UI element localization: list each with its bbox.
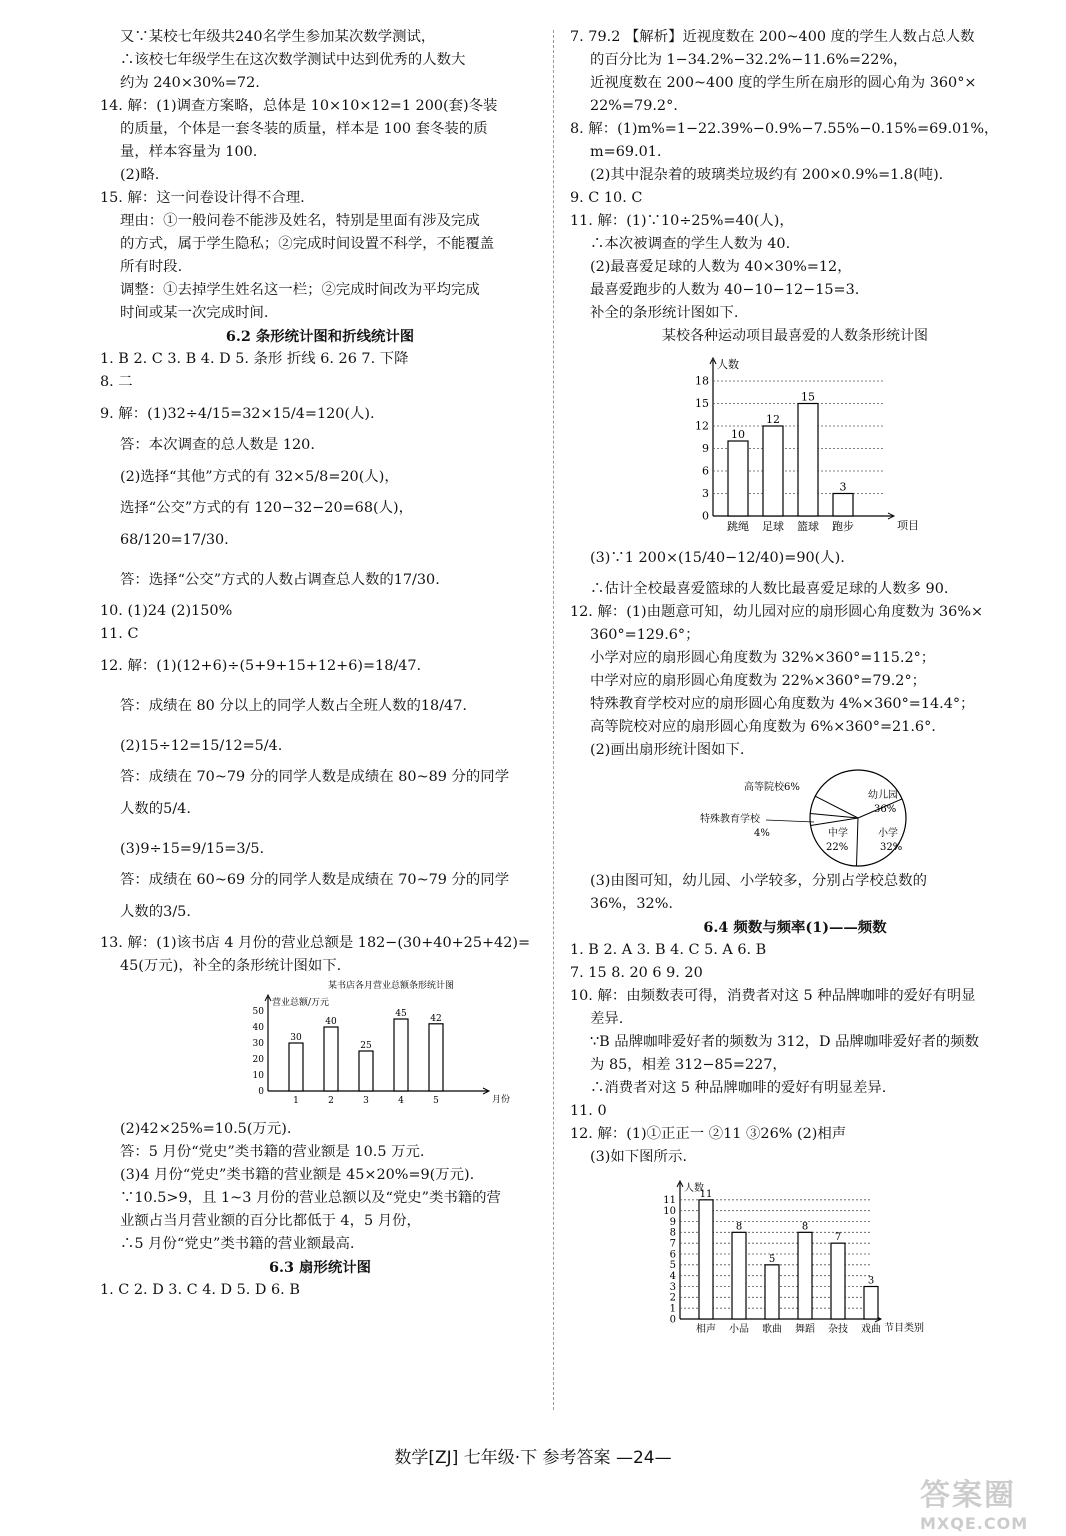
y-tick-label: 40	[252, 1023, 264, 1033]
text-line: 所有时段.	[120, 259, 183, 275]
sports-chart-title: 某校各种运动项目最喜爱的人数条形统计图	[662, 328, 928, 344]
pie-label: 幼儿园	[868, 790, 898, 801]
x-tick-label: 3	[363, 1096, 369, 1106]
pie-label: 高等院校6%	[744, 782, 800, 793]
text-line: 又∵某校七年级共240名学生参加某次数学测试，	[120, 29, 436, 45]
bar-value-label: 12	[766, 413, 780, 426]
x-tick-label: 足球	[762, 520, 784, 533]
y-tick-label: 6	[669, 1249, 676, 1261]
left-column	[100, 26, 540, 1302]
x-tick-label: 跑步	[832, 520, 854, 533]
text-line: 答：成绩在 70~79 分的同学人数是成绩在 80~89 分的同学	[120, 769, 510, 785]
pie-label: 中学	[828, 828, 848, 839]
text-line: 差异.	[590, 1011, 624, 1027]
text-line: 的质量，个体是一套冬装的质量，样本是 100 套冬装的质	[120, 121, 488, 137]
answer-8: 8. 解：(1)m%=1−22.39%−0.9%−7.55%−0.15%=69.01%，	[570, 121, 999, 137]
x-tick-label: 跳绳	[727, 520, 749, 533]
x-axis-label: 月份	[492, 1095, 511, 1105]
text-line: 补全的条形统计图如下.	[590, 305, 739, 321]
y-tick-label: 9	[669, 1216, 676, 1228]
x-tick-label: 5	[433, 1096, 439, 1106]
text-line: 小学对应的扇形圆心角度数为 32%×360°=115.2°；	[590, 650, 936, 666]
text-line: 高等院校对应的扇形圆心角度数为 6%×360°=21.6°.	[590, 719, 936, 735]
answer-11: 11. 解：(1)∵10÷25%=40(人)，	[570, 213, 794, 229]
pie-label: 小学	[878, 828, 898, 839]
pie-label: 32%	[880, 842, 903, 853]
text-line: (2)15÷12=15/12=5/4.	[120, 738, 283, 754]
text-line: 答：选择“公交”方式的人数占调查总人数的17/30.	[120, 572, 440, 588]
bar-value-label: 30	[290, 1033, 302, 1043]
text-line: (3)由图可知，幼儿园、小学较多，分别占学校总数的	[590, 873, 927, 889]
text-line: ∴消费者对这 5 种品牌咖啡的爱好有明显差异.	[590, 1080, 887, 1096]
x-tick-label: 4	[398, 1096, 404, 1106]
bar-value-label: 3	[839, 480, 847, 494]
text-line: 最喜爱跑步的人数为 40−10−12−15=3.	[590, 282, 860, 298]
text-line: m=69.01.	[590, 144, 662, 160]
text-line: 近视度数在 200~400 度的学生所在扇形的圆心角为 360°×	[590, 75, 977, 91]
watermark-url: MXQE.COM	[920, 1514, 1029, 1533]
text-line: 答：成绩在 80 分以上的同学人数占全班人数的18/47.	[120, 698, 467, 714]
y-tick-label: 30	[252, 1039, 264, 1049]
text-line: (3)9÷15=9/15=3/5.	[120, 841, 265, 857]
y-tick-label: 4	[669, 1271, 676, 1282]
y-tick-label: 6	[702, 464, 709, 478]
pie-label: 22%	[826, 842, 849, 853]
bar-value-label: 25	[360, 1041, 372, 1051]
answer-8: 8. 二	[100, 374, 133, 390]
program-bar-chart	[570, 1169, 1020, 1339]
y-tick-label: 50	[252, 1007, 264, 1017]
bar-value-label: 3	[867, 1275, 875, 1287]
y-tick-label: 9	[702, 442, 709, 456]
x-tick-label: 1	[293, 1096, 299, 1106]
right-column	[570, 26, 1020, 1339]
bar	[728, 441, 748, 516]
text-line: 36%，32%.	[590, 896, 673, 912]
text-line: (3)如下图所示.	[590, 1149, 687, 1165]
bar	[699, 1200, 713, 1319]
answer-11: 11. 0	[570, 1103, 607, 1119]
bar	[394, 1019, 408, 1091]
section-title-6-3: 6.3 扇形统计图	[269, 1259, 371, 1276]
text-line: (2)选择“其他”方式的有 32×5/8=20(人)，	[120, 469, 399, 485]
answer-11: 11. C	[100, 626, 139, 642]
text-line: 时间或某一次完成时间.	[120, 305, 269, 321]
bar	[429, 1024, 443, 1091]
page-footer: 数学[ZJ] 七年级·下 参考答案 —24—	[394, 1448, 672, 1468]
answer-12: 12. 解：(1)由题意可知，幼儿园对应的扇形圆心角度数为 36%×	[570, 604, 984, 620]
y-tick-label: 0	[258, 1087, 264, 1097]
school-pie-figure	[570, 762, 1020, 870]
answer-12: 12. 解：(1)①正正一 ②11 ③26% (2)相声	[570, 1126, 847, 1142]
bar	[864, 1287, 878, 1320]
sports-chart-figure	[570, 348, 1020, 538]
x-tick-label: 舞蹈	[795, 1324, 815, 1335]
text-line: ∴该校七年级学生在这次数学测试中达到优秀的人数大	[120, 52, 466, 68]
y-tick-label: 8	[669, 1227, 676, 1239]
y-tick-label: 3	[702, 487, 709, 501]
pie-label: 特殊教育学校	[700, 814, 760, 825]
answer-14: 14. 解：(1)调查方案略，总体是 10×10×12=1 200(套)冬装	[100, 98, 498, 114]
answers-6-4-b: 7. 15 8. 20 6 9. 20	[570, 965, 703, 981]
y-tick-label: 12	[695, 419, 709, 433]
text-line: (3)∵1 200×(15/40−12/40)=90(人).	[590, 550, 845, 566]
x-tick-label: 歌曲	[762, 1324, 782, 1335]
text-line: (2)其中混杂着的玻璃类垃圾约有 200×0.9%=1.8(吨).	[590, 167, 944, 183]
answer-7: 7. 79.2 【解析】近视度数在 200~400 度的学生人数占总人数	[570, 29, 975, 45]
text-line: ∴5 月份“党史”类书籍的营业额最高.	[120, 1236, 355, 1252]
watermark-logo	[920, 1470, 1060, 1533]
school-pie-chart	[570, 762, 1020, 870]
y-tick-label: 10	[252, 1071, 264, 1081]
bar	[831, 1243, 845, 1319]
bar-value-label: 5	[768, 1253, 776, 1265]
text-line: 答：5 月份“党史”类书籍的营业额是 10.5 万元.	[120, 1144, 425, 1160]
y-tick-label: 18	[695, 374, 709, 388]
x-axis-label: 节目类别	[884, 1323, 924, 1334]
text-line: 量，样本容量为 100.	[120, 144, 258, 160]
bar-value-label: 42	[430, 1013, 442, 1024]
bar-value-label: 45	[395, 1009, 407, 1019]
text-line: ∵10.5>9，且 1~3 月份的营业总额以及“党史”类书籍的营	[120, 1190, 501, 1206]
x-tick-label: 戏曲	[861, 1324, 881, 1335]
text-line: (2)42×25%=10.5(万元).	[120, 1121, 292, 1137]
answers-6-2: 1. B 2. C 3. B 4. D 5. 条形 折线 6. 26 7. 下降	[100, 351, 409, 367]
text-line: (3)4 月份“党史”类书籍的营业额是 45×20%=9(万元).	[120, 1167, 475, 1183]
text-line: 的方式，属于学生隐私；②完成时间设置不科学，不能覆盖	[120, 236, 495, 252]
bar	[732, 1232, 746, 1319]
y-tick-label: 20	[252, 1055, 264, 1065]
bar	[798, 404, 818, 517]
x-tick-label: 2	[328, 1096, 334, 1106]
section-title-6-4: 6.4 频数与频率(1)——频数	[703, 919, 887, 936]
text-line: 答：成绩在 60~69 分的同学人数是成绩在 70~79 分的同学	[120, 872, 510, 888]
y-tick-label: 5	[669, 1260, 676, 1272]
program-chart-figure	[570, 1169, 1020, 1339]
chart-title: 某书店各月营业总额条形统计图	[328, 981, 455, 991]
x-tick-label: 篮球	[797, 520, 819, 533]
y-tick-label: 15	[695, 397, 709, 411]
text-line: 68/120=17/30.	[120, 532, 229, 548]
x-axis-label: 项目	[897, 519, 919, 532]
pie-leader-line	[766, 820, 814, 822]
y-axis-label: 营业总额/万元	[272, 998, 330, 1008]
answer-15: 15. 解：这一问卷设计得不合理.	[100, 190, 305, 206]
answer-13: 13. 解：(1)该书店 4 月份的营业总额是 182−(30+40+25+42)=	[100, 935, 531, 951]
text-line: 调整：①去掉学生姓名这一栏；②完成时间改为平均完成	[120, 282, 480, 298]
y-axis-label: 人数	[684, 1183, 704, 1194]
y-tick-label: 11	[663, 1195, 676, 1207]
text-line: (2)略.	[120, 167, 160, 183]
y-tick-label: 0	[702, 509, 709, 523]
answers-6-4-a: 1. B 2. A 3. B 4. C 5. A 6. B	[570, 942, 767, 958]
bar-value-label: 8	[801, 1221, 809, 1233]
pie-label: 4%	[754, 828, 770, 839]
bar	[359, 1051, 373, 1091]
x-tick-label: 相声	[696, 1324, 716, 1335]
bar-value-label: 8	[735, 1221, 743, 1233]
bar	[833, 494, 853, 517]
x-tick-label: 小品	[729, 1324, 749, 1335]
text-line: 人数的5/4.	[120, 801, 191, 817]
text-line: ∴本次被调查的学生人数为 40.	[590, 236, 791, 252]
pie-label: 36%	[874, 804, 897, 815]
y-axis-label: 人数	[717, 358, 739, 371]
answer-9: 9. 解：(1)32÷4/15=32×15/4=120(人).	[100, 406, 375, 422]
answer-9-10: 9. C 10. C	[570, 190, 643, 206]
text-line: 业额占当月营业额的百分比都低于 4，5 月份，	[120, 1213, 421, 1229]
text-line: 22%=79.2°.	[590, 98, 678, 114]
text-line: 理由：①一般问卷不能涉及姓名，特别是里面有涉及完成	[120, 213, 480, 229]
y-tick-label: 3	[669, 1281, 676, 1293]
x-tick-label: 杂技	[828, 1324, 848, 1335]
bar	[798, 1232, 812, 1319]
bar	[324, 1027, 338, 1091]
answer-10: 10. 解：由频数表可得，消费者对这 5 种品牌咖啡的爱好有明显	[570, 988, 976, 1004]
text-line: 人数的3/5.	[120, 904, 191, 920]
text-line: 特殊教育学校对应的扇形圆心角度数为 4%×360°=14.4°；	[590, 696, 975, 712]
bar-value-label: 40	[325, 1017, 337, 1027]
text-line: 45(万元)，补全的条形统计图如下.	[120, 958, 342, 974]
bar-value-label: 7	[834, 1232, 842, 1244]
y-tick-label: 10	[663, 1206, 676, 1217]
text-line: ∵B 品牌咖啡爱好者的频数为 312，D 品牌咖啡爱好者的频数	[590, 1034, 980, 1050]
text-line: (2)画出扇形统计图如下.	[590, 742, 745, 758]
y-tick-label: 0	[669, 1314, 676, 1326]
answers-6-3: 1. C 2. D 3. C 4. D 5. D 6. B	[100, 1282, 300, 1298]
text-line: 约为 240×30%=72.	[120, 75, 260, 91]
text-line: 选择“公交”方式的有 120−32−20=68(人)，	[120, 500, 413, 516]
answer-10: 10. (1)24 (2)150%	[100, 603, 233, 619]
text-line: 为 85，相差 312−85=227，	[590, 1057, 787, 1073]
section-title-6-2: 6.2 条形统计图和折线统计图	[225, 328, 415, 345]
y-tick-label: 1	[669, 1303, 676, 1315]
text-line: ∴估计全校最喜爱篮球的人数比最喜爱足球的人数多 90.	[590, 581, 949, 597]
bar	[763, 426, 783, 516]
bar-value-label: 10	[731, 428, 745, 441]
sports-bar-chart	[570, 348, 1020, 538]
bar-value-label: 11	[699, 1188, 713, 1200]
watermark-text: 答案圈	[920, 1478, 1016, 1513]
y-tick-label: 2	[669, 1292, 676, 1304]
text-line: 的百分比为 1−34.2%−32.2%−11.6%=22%，	[590, 52, 908, 68]
bookstore-bar-chart	[100, 978, 540, 1118]
text-line: 中学对应的扇形圆心角度数为 22%×360°=79.2°；	[590, 673, 927, 689]
bar	[289, 1043, 303, 1091]
bar	[765, 1265, 779, 1319]
y-tick-label: 7	[669, 1238, 676, 1250]
text-line: (2)最喜爱足球的人数为 40×30%=12，	[590, 259, 852, 275]
answer-12: 12. 解：(1)(12+6)÷(5+9+15+12+6)=18/47.	[100, 658, 422, 674]
bar-value-label: 15	[801, 390, 815, 404]
text-line: 360°=129.6°；	[590, 627, 700, 643]
text-line: 答：本次调查的总人数是 120.	[120, 437, 315, 453]
column-divider	[553, 30, 554, 1410]
bookstore-chart-figure	[100, 978, 540, 1118]
